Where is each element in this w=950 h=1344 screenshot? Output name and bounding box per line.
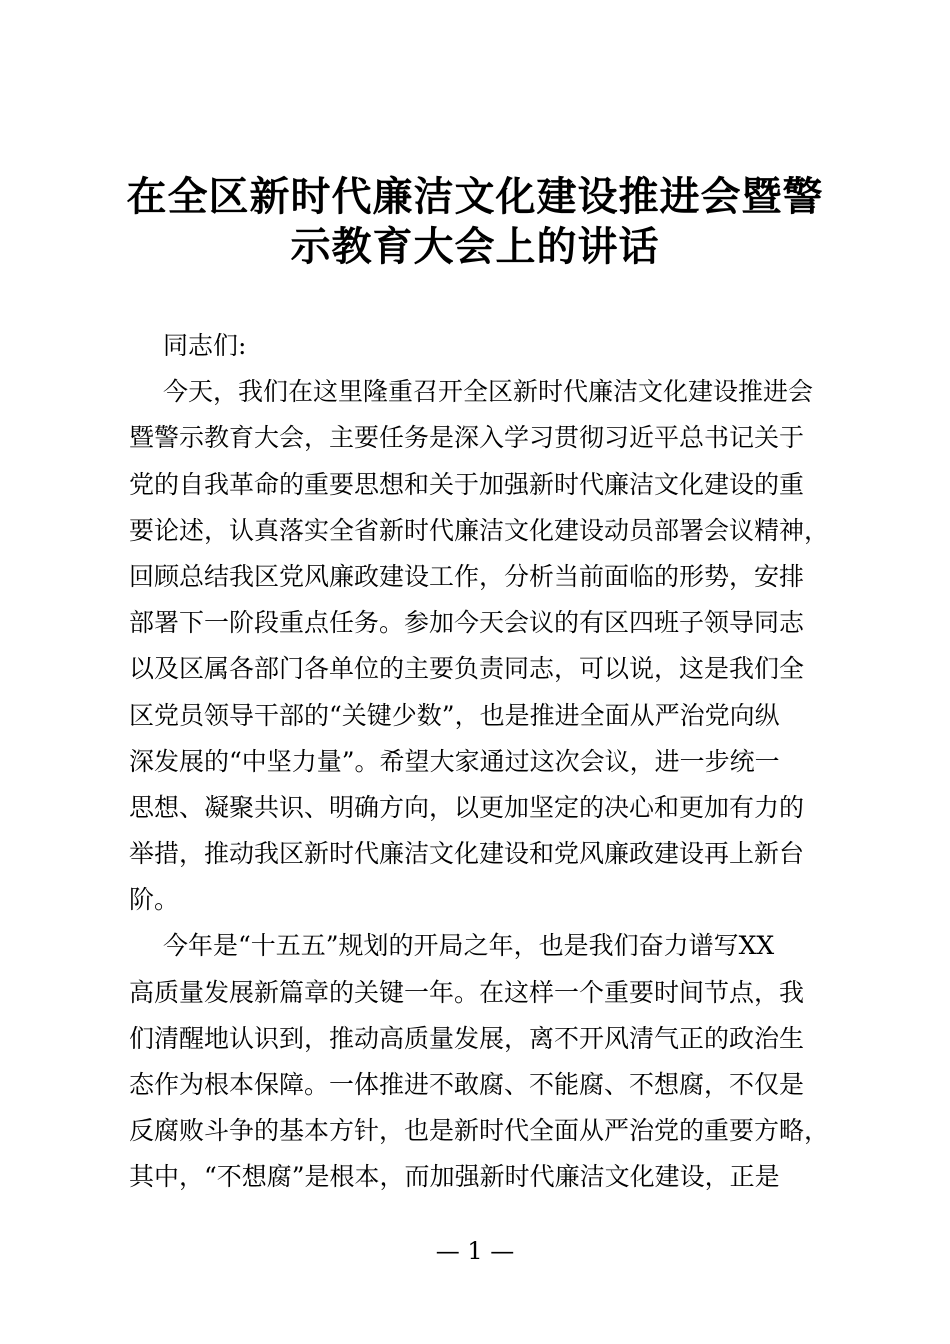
text-line: 部署下一阶段重点任务。参加今天会议的有区四班子领导同志 <box>129 608 805 638</box>
text-line: 们清醒地认识到，推动高质量发展，离不开风清气正的政治生 <box>129 1023 805 1053</box>
paragraph-1 <box>129 369 832 923</box>
text-line: 反腐败斗争的基本方针，也是新时代全面从严治党的重要方略， <box>129 1116 830 1146</box>
page-number: — 1 — <box>435 1237 515 1265</box>
text-line: 回顾总结我区党风廉政建设工作，分析当前面临的形势，安排 <box>129 561 805 591</box>
document-title <box>0 172 950 272</box>
title-line-2: 示教育大会上的讲话 <box>290 224 660 270</box>
text-line: 今年是“十五五”规划的开局之年，也是我们奋力谱写XX <box>163 931 775 961</box>
text-line: 高质量发展新篇章的关键一年。在这样一个重要时间节点，我 <box>129 977 805 1007</box>
paragraph-2 <box>129 923 832 1200</box>
document-body <box>129 323 832 1201</box>
text-line: 阶。 <box>129 885 180 915</box>
text-line: 区党员领导干部的“关键少数”，也是推进全面从严治党向纵 <box>129 700 780 730</box>
text-line: 举措，推动我区新时代廉洁文化建设和党风廉政建设再上新台 <box>129 839 805 869</box>
text-line: 深发展的“中坚力量”。希望大家通过这次会议，进一步统一 <box>129 746 780 776</box>
text-line: 暨警示教育大会，主要任务是深入学习贯彻习近平总书记关于 <box>129 423 805 453</box>
text-line: 思想、凝聚共识、明确方向，以更加坚定的决心和更加有力的 <box>129 792 805 822</box>
text-line: 以及区属各部门各单位的主要负责同志，可以说，这是我们全 <box>129 654 805 684</box>
salutation: 同志们: <box>163 331 247 360</box>
text-line: 态作为根本保障。一体推进不敢腐、不能腐、不想腐，不仅是 <box>129 1070 805 1099</box>
title-line-1: 在全区新时代廉洁文化建设推进会暨警 <box>126 174 824 220</box>
text-line: 党的自我革命的重要思想和关于加强新时代廉洁文化建设的重 <box>129 469 805 499</box>
text-line: 其中，“不想腐”是根本，而加强新时代廉洁文化建设，正是 <box>129 1162 780 1192</box>
text-line: 今天，我们在这里隆重召开全区新时代廉洁文化建设推进会 <box>163 377 814 407</box>
text-line: 要论述，认真落实全省新时代廉洁文化建设动员部署会议精神， <box>129 515 830 545</box>
